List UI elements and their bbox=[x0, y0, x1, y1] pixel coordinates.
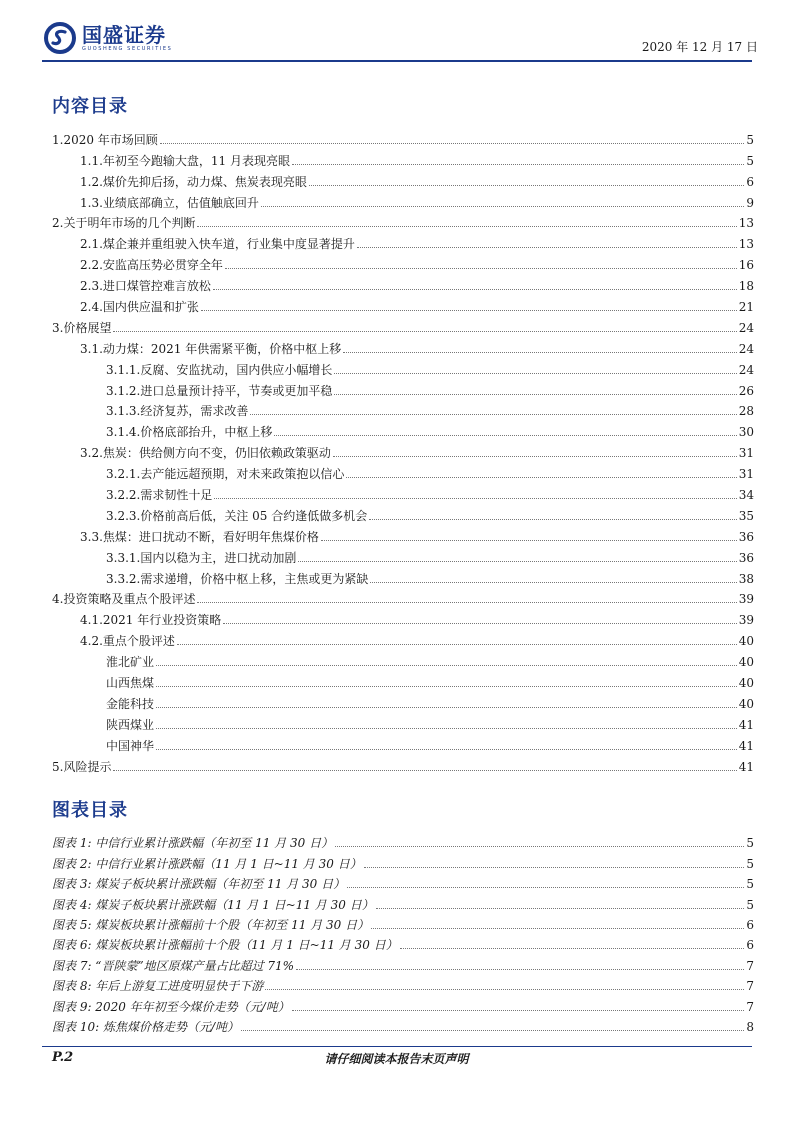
chart-entry-label: 图表 4: 煤炭子板块累计涨跌幅（11 月 1 日~11 月 30 日） bbox=[52, 897, 374, 912]
toc-entry-page-number: 31 bbox=[738, 467, 754, 482]
logo-en-text: GUOSHENG SECURITIES bbox=[82, 45, 173, 52]
toc-entry-page-number: 36 bbox=[738, 550, 754, 565]
chart-entry[interactable] bbox=[52, 1014, 754, 1034]
dot-leader bbox=[156, 707, 737, 708]
toc-entry[interactable] bbox=[52, 565, 754, 586]
guosheng-logo-icon bbox=[44, 22, 76, 54]
toc-entry[interactable] bbox=[52, 418, 754, 439]
dot-leader bbox=[197, 602, 736, 603]
toc-entry-label: 2.2.安监高压势必贯穿全年 bbox=[80, 258, 223, 273]
toc-entry-page-number: 24 bbox=[738, 341, 754, 356]
toc-list bbox=[52, 126, 754, 774]
dot-leader bbox=[400, 948, 745, 949]
toc-entry-label: 1.2.煤价先抑后扬，动力煤、焦炭表现亮眼 bbox=[80, 174, 307, 189]
logo-cn-text: 国盛证券 bbox=[82, 22, 166, 47]
toc-entry[interactable] bbox=[52, 586, 754, 607]
toc-entry-page-number: 18 bbox=[738, 279, 754, 294]
chart-entry-label: 图表 1: 中信行业累计涨跌幅（年初至 11 月 30 日） bbox=[52, 836, 334, 851]
toc-entry[interactable] bbox=[52, 398, 754, 419]
dot-leader bbox=[250, 414, 736, 415]
toc-entry-page-number: 13 bbox=[738, 237, 754, 252]
chart-entry-label: 图表 10: 炼焦煤价格走势（元/吨） bbox=[52, 1019, 239, 1034]
dot-leader bbox=[156, 665, 737, 666]
chart-entry[interactable] bbox=[52, 850, 754, 870]
chart-entry[interactable] bbox=[52, 952, 754, 972]
toc-entry[interactable] bbox=[52, 314, 754, 335]
toc-entry-page-number: 38 bbox=[738, 571, 754, 586]
toc-entry-label: 3.1.3.经济复苏，需求改善 bbox=[106, 404, 249, 419]
toc-entry[interactable] bbox=[52, 460, 754, 481]
toc-entry-page-number: 30 bbox=[738, 425, 754, 440]
chart-entry[interactable] bbox=[52, 871, 754, 891]
dot-leader bbox=[292, 164, 744, 165]
dot-leader bbox=[213, 289, 737, 290]
toc-entry-page-number: 6 bbox=[746, 174, 754, 189]
chart-entry-label: 图表 6: 煤炭板块累计涨幅前十个股（11 月 1 日~11 月 30 日） bbox=[52, 938, 398, 953]
dot-leader bbox=[376, 908, 745, 909]
toc-entry-label: 2.关于明年市场的几个判断 bbox=[52, 216, 196, 231]
toc-entry-label: 2.4.国内供应温和扩张 bbox=[80, 300, 199, 315]
toc-entry-label: 4.2.重点个股评述 bbox=[80, 634, 175, 649]
toc-entry[interactable] bbox=[52, 439, 754, 460]
toc-entry-label: 中国神华 bbox=[106, 738, 155, 753]
dot-leader bbox=[334, 373, 736, 374]
chart-entry-page-number: 6 bbox=[746, 938, 754, 953]
toc-entry-label: 1.1.年初至今跑输大盘，11 月表现亮眼 bbox=[80, 153, 290, 168]
toc-entry[interactable] bbox=[52, 168, 754, 189]
toc-entry-page-number: 36 bbox=[738, 529, 754, 544]
dot-leader bbox=[265, 989, 744, 990]
toc-entry[interactable] bbox=[52, 356, 754, 377]
dot-leader bbox=[261, 206, 744, 207]
chart-entry-page-number: 6 bbox=[746, 917, 754, 932]
chart-entry-page-number: 7 bbox=[746, 979, 754, 994]
toc-entry[interactable] bbox=[52, 732, 754, 753]
chart-entry-page-number: 5 bbox=[746, 877, 754, 892]
dot-leader bbox=[156, 728, 737, 729]
dot-leader bbox=[321, 540, 737, 541]
dot-leader bbox=[347, 887, 744, 888]
dot-leader bbox=[370, 582, 736, 583]
toc-entry[interactable] bbox=[52, 251, 754, 272]
dot-leader bbox=[223, 623, 736, 624]
toc-entry-label: 3.3.2.需求递增，价格中枢上移，主焦或更为紧缺 bbox=[106, 571, 369, 586]
chart-list bbox=[52, 830, 754, 1034]
toc-entry-page-number: 41 bbox=[738, 738, 754, 753]
dot-leader bbox=[113, 331, 736, 332]
toc-entry-label: 5.风险提示 bbox=[52, 759, 112, 774]
toc-entry[interactable] bbox=[52, 669, 754, 690]
dot-leader bbox=[214, 498, 736, 499]
chart-entry-page-number: 7 bbox=[746, 958, 754, 973]
toc-entry[interactable] bbox=[52, 210, 754, 231]
toc-entry-label: 3.2.1.去产能远超预期，对未来政策抱以信心 bbox=[106, 467, 345, 482]
dot-leader bbox=[156, 749, 737, 750]
toc-entry-page-number: 28 bbox=[738, 404, 754, 419]
toc-entry-label: 1.3.业绩底部确立，估值触底回升 bbox=[80, 195, 259, 210]
page-header bbox=[0, 0, 793, 70]
toc-entry[interactable] bbox=[52, 711, 754, 732]
toc-entry[interactable] bbox=[52, 690, 754, 711]
toc-entry-label: 2.1.煤企兼并重组驶入快车道，行业集中度显著提升 bbox=[80, 237, 355, 252]
toc-entry-label: 3.1.动力煤：2021 年供需紧平衡，价格中枢上移 bbox=[80, 341, 342, 356]
toc-entry[interactable] bbox=[52, 648, 754, 669]
chart-entry[interactable] bbox=[52, 932, 754, 952]
chart-entry-label: 图表 3: 煤炭子板块累计涨跌幅（年初至 11 月 30 日） bbox=[52, 877, 346, 892]
chart-entry-page-number: 5 bbox=[746, 897, 754, 912]
toc-title: 内容目录 bbox=[52, 96, 128, 117]
toc-entry-label: 1.2020 年市场回顾 bbox=[52, 132, 158, 147]
dot-leader bbox=[309, 185, 744, 186]
toc-entry-page-number: 40 bbox=[738, 696, 754, 711]
toc-entry-page-number: 24 bbox=[738, 320, 754, 335]
toc-entry-page-number: 16 bbox=[738, 258, 754, 273]
chart-entry[interactable] bbox=[52, 891, 754, 911]
dot-leader bbox=[343, 352, 736, 353]
chart-entry-page-number: 8 bbox=[746, 1019, 754, 1034]
toc-entry[interactable] bbox=[52, 272, 754, 293]
chart-entry-label: 图表 2: 中信行业累计涨跌幅（11 月 1 日~11 月 30 日） bbox=[52, 856, 362, 871]
toc-entry-label: 3.1.4.价格底部抬升，中枢上移 bbox=[106, 425, 273, 440]
dot-leader bbox=[371, 928, 744, 929]
toc-entry[interactable] bbox=[52, 377, 754, 398]
toc-entry[interactable] bbox=[52, 523, 754, 544]
dot-leader bbox=[298, 561, 736, 562]
company-logo bbox=[44, 22, 172, 54]
toc-entry-label: 淮北矿业 bbox=[106, 655, 155, 670]
toc-entry-label: 2.3.进口煤管控难言放松 bbox=[80, 279, 211, 294]
toc-entry[interactable] bbox=[52, 753, 754, 774]
chart-entry[interactable] bbox=[52, 830, 754, 850]
toc-entry-page-number: 31 bbox=[738, 446, 754, 461]
toc-entry[interactable] bbox=[52, 627, 754, 648]
dot-leader bbox=[346, 477, 736, 478]
chart-entry-label: 图表 8: 年后上游复工进度明显快于下游 bbox=[52, 979, 264, 994]
toc-entry-page-number: 35 bbox=[738, 508, 754, 523]
toc-entry-label: 3.2.焦炭：供给侧方向不变，仍旧依赖政策驱动 bbox=[80, 446, 331, 461]
toc-entry-label: 4.投资策略及重点个股评述 bbox=[52, 592, 196, 607]
toc-entry-page-number: 5 bbox=[746, 132, 754, 147]
chart-entry-page-number: 5 bbox=[746, 836, 754, 851]
dot-leader bbox=[335, 846, 744, 847]
toc-entry[interactable] bbox=[52, 606, 754, 627]
toc-entry-label: 陕西煤业 bbox=[106, 717, 155, 732]
chart-entry[interactable] bbox=[52, 993, 754, 1013]
toc-entry[interactable] bbox=[52, 126, 754, 147]
chart-entry-label: 图表 5: 煤炭板块累计涨幅前十个股（年初至 11 月 30 日） bbox=[52, 917, 370, 932]
dot-leader bbox=[296, 969, 744, 970]
dot-leader bbox=[241, 1030, 744, 1031]
dot-leader bbox=[160, 143, 745, 144]
toc-entry-label: 金能科技 bbox=[106, 696, 155, 711]
report-date: 2020 年 12 月 17 日 bbox=[641, 40, 758, 54]
toc-entry-page-number: 5 bbox=[746, 153, 754, 168]
chart-entry-label: 图表 9: 2020 年年初至今煤价走势（元/吨） bbox=[52, 999, 290, 1014]
toc-entry[interactable] bbox=[52, 147, 754, 168]
dot-leader bbox=[333, 456, 737, 457]
toc-entry-label: 4.1.2021 年行业投资策略 bbox=[80, 613, 222, 628]
toc-entry[interactable] bbox=[52, 189, 754, 210]
dot-leader bbox=[274, 435, 736, 436]
toc-entry-label: 3.1.1.反腐、安监扰动，国内供应小幅增长 bbox=[106, 362, 333, 377]
toc-entry[interactable] bbox=[52, 293, 754, 314]
chart-entry[interactable] bbox=[52, 912, 754, 932]
toc-entry-page-number: 40 bbox=[738, 634, 754, 649]
charts-title: 图表目录 bbox=[52, 800, 128, 821]
dot-leader bbox=[156, 686, 737, 687]
toc-entry-page-number: 39 bbox=[738, 592, 754, 607]
footer-disclaimer: 请仔细阅读本报告末页声明 bbox=[324, 1052, 469, 1066]
toc-entry-page-number: 39 bbox=[738, 613, 754, 628]
dot-leader bbox=[357, 247, 737, 248]
toc-entry-page-number: 21 bbox=[738, 300, 754, 315]
dot-leader bbox=[364, 867, 745, 868]
chart-entry-page-number: 7 bbox=[746, 999, 754, 1014]
toc-entry[interactable] bbox=[52, 502, 754, 523]
dot-leader bbox=[113, 770, 736, 771]
chart-entry-label: 图表 7: “晋陕蒙”地区原煤产量占比超过 71% bbox=[52, 958, 295, 973]
toc-entry-label: 3.价格展望 bbox=[52, 320, 112, 335]
toc-entry-page-number: 40 bbox=[738, 676, 754, 691]
toc-entry-page-number: 9 bbox=[746, 195, 754, 210]
toc-entry[interactable] bbox=[52, 481, 754, 502]
toc-entry-page-number: 24 bbox=[738, 362, 754, 377]
toc-entry-page-number: 41 bbox=[738, 717, 754, 732]
toc-entry-page-number: 26 bbox=[738, 383, 754, 398]
toc-entry-page-number: 40 bbox=[738, 655, 754, 670]
dot-leader bbox=[369, 519, 736, 520]
footer-divider bbox=[42, 1046, 752, 1047]
toc-entry-label: 3.2.2.需求韧性十足 bbox=[106, 488, 213, 503]
toc-entry-label: 3.3.焦煤：进口扰动不断，看好明年焦煤价格 bbox=[80, 529, 319, 544]
chart-entry-page-number: 5 bbox=[746, 856, 754, 871]
toc-entry-label: 3.1.2.进口总量预计持平，节奏或更加平稳 bbox=[106, 383, 333, 398]
dot-leader bbox=[201, 310, 737, 311]
chart-entry[interactable] bbox=[52, 973, 754, 993]
toc-entry-page-number: 41 bbox=[738, 759, 754, 774]
toc-entry[interactable] bbox=[52, 230, 754, 251]
dot-leader bbox=[197, 226, 736, 227]
toc-entry-page-number: 34 bbox=[738, 488, 754, 503]
dot-leader bbox=[292, 1010, 745, 1011]
footer-page-number: P.2 bbox=[52, 1050, 74, 1065]
toc-entry-page-number: 13 bbox=[738, 216, 754, 231]
toc-entry[interactable] bbox=[52, 335, 754, 356]
toc-entry-label: 3.2.3.价格前高后低，关注 05 合约逢低做多机会 bbox=[106, 508, 368, 523]
header-divider bbox=[42, 60, 752, 62]
dot-leader bbox=[177, 644, 737, 645]
toc-entry-label: 3.3.1.国内以稳为主，进口扰动加剧 bbox=[106, 550, 297, 565]
dot-leader bbox=[334, 394, 736, 395]
toc-entry-label: 山西焦煤 bbox=[106, 676, 155, 691]
toc-entry[interactable] bbox=[52, 544, 754, 565]
dot-leader bbox=[225, 268, 737, 269]
